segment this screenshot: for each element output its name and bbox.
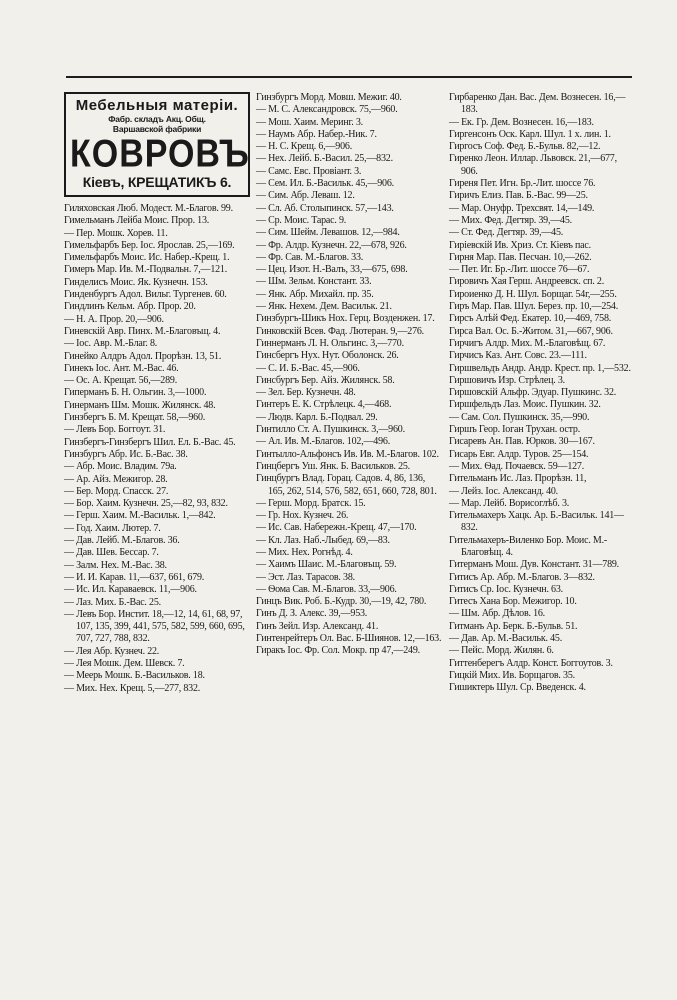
- directory-entry: — Бер. Морд. Спасск. 27.: [64, 485, 169, 497]
- directory-entry: — Шм. Зельм. Констант. 33.: [256, 276, 372, 288]
- directory-entry: — Янк. Абр. Михайл. пр. 35.: [256, 288, 374, 300]
- ad-subline: Фабр. складъ Акц. Общ.: [108, 114, 206, 124]
- directory-entry: — Ал. Ив. М.-Благов. 102,—496.: [256, 436, 390, 448]
- ad-address: Кіевъ, КРЕЩАТИКЪ 6.: [82, 174, 232, 190]
- directory-entry: Гисаревъ Ан. Пав. Юрков. 30—167.: [449, 436, 595, 448]
- column-2: [256, 92, 443, 658]
- directory-entry: Гинъ Д. З. Алекс. 39,—953.: [256, 608, 368, 620]
- directory-entry: — Хаимъ Шаис. М.-Благовъщ. 59.: [256, 559, 397, 571]
- directory-entry: Гитманъ Ар. Берк. Б.-Бульв. 51.: [449, 620, 578, 632]
- directory-entry: Гиттенберегъ Алдр. Конст. Боггоутов. 3.: [449, 657, 613, 669]
- directory-entry: Гиргенсонъ Оск. Карл. Шул. 1 х. лин. 1.: [449, 128, 611, 140]
- directory-entry: — Дав. Ар. М.-Васильк. 45.: [449, 633, 563, 645]
- directory-entry: — Мих. Ѳад. Почаевск. 59—127.: [449, 460, 585, 472]
- directory-entry: — Гр. Нох. Кузнеч. 26.: [256, 510, 349, 522]
- directory-entry: — Залм. Нех. М.-Вас. 38.: [64, 559, 167, 571]
- directory-entry: — Ст. Фед. Дегтяр. 39,—45.: [449, 227, 564, 239]
- directory-entry: Гиннерманъ Л. Н. Ольгинс. 3,—770.: [256, 337, 404, 349]
- directory-entry: — Мош. Хаим. Меринг. 3.: [256, 116, 363, 128]
- directory-entry: — Іос. Авр. М.-Благ. 8.: [64, 338, 158, 350]
- directory-entry: Гиневскій Авр. Пинх. М.-Благовъщ. 4.: [64, 325, 221, 337]
- directory-entry: Гинсбергъ Нух. Нут. Оболонск. 26.: [256, 350, 399, 362]
- directory-entry: — Мих. Нех. Крещ. 5,—277, 832.: [64, 682, 201, 694]
- ad-headline: Мебельныя матеріи.: [75, 97, 239, 114]
- directory-entry: Гительманъ Ис. Лаз. Прорѣзн. 11,: [449, 473, 587, 485]
- directory-entry: Гиръ Мар. Пав. Шул. Берез. пр. 10,—254.: [449, 301, 619, 313]
- column-3: [449, 92, 635, 695]
- column-1: [64, 92, 250, 695]
- directory-entry: Гироиенко Д. Н. Шул. Борщаг. 54г,—255.: [449, 288, 617, 300]
- directory-entry: Гимельфарбъ Моис. Ис. Набер.-Крещ. 1.: [64, 252, 230, 264]
- directory-entry: Гирчисъ Каз. Ант. Совс. 23.—111.: [449, 350, 587, 362]
- directory-entry: Гиргосъ Соф. Фед. Б.-Бульв. 82,—12.: [449, 141, 601, 153]
- directory-entry: Гинделисъ Моис. Як. Кузнечн. 153.: [64, 276, 208, 288]
- directory-entry: — С. И. Б.-Вас. 45,—906.: [256, 362, 360, 374]
- directory-entry: — Фр. Сав. М.-Благов. 33.: [256, 251, 364, 263]
- directory-entry: — Лейз. Іос. Александ. 40.: [449, 485, 558, 497]
- directory-entry: Гитерманъ Мош. Дув. Констант. 31—789.: [449, 559, 619, 571]
- directory-entry: — Абр. Моис. Владим. 79а.: [64, 461, 177, 473]
- directory-entry: — Янк. Нехем. Дем. Васильк. 21.: [256, 301, 392, 313]
- directory-entry: — Пет. Иг. Бр.-Лит. шоссе 76—67.: [449, 264, 590, 276]
- directory-entry: — Ек. Гр. Дем. Вознесен. 16,—183.: [449, 116, 594, 128]
- directory-entry: — Дав. Лейб. М.-Благов. 36.: [64, 535, 180, 547]
- directory-entry: Гинейко Алдръ Адол. Прорѣзн. 13, 51.: [64, 350, 222, 362]
- directory-entry: — Сам. Сол. Пушкинск. 35,—990.: [449, 411, 590, 423]
- directory-entry: — Ѳома Сав. М.-Благов. 33,—906.: [256, 583, 397, 595]
- directory-entry: — Мих. Нех. Рогнѣд. 4.: [256, 546, 353, 558]
- entry-list: [449, 92, 635, 695]
- directory-entry: — Бор. Хаим. Кузнечн. 25,—82, 93, 832.: [64, 498, 228, 510]
- directory-entry: Гинтилло Ст. А. Пушкинск. 3,—960.: [256, 424, 405, 436]
- directory-entry: Гинцъ Вик. Роб. Б.-Кудр. 30,—19, 42, 780.: [256, 596, 427, 608]
- directory-entry: — Пейс. Морд. Жилян. 6.: [449, 645, 554, 657]
- directory-entry: — Лея Мошк. Дем. Шевск. 7.: [64, 657, 185, 669]
- directory-entry: Гиршвельдъ Андр. Андр. Крест. пр. 1,—532.: [449, 362, 631, 374]
- directory-entry: — Левъ Бор. Боггоут. 31.: [64, 424, 166, 436]
- directory-entry: — Ср. Моис. Тарас. 9.: [256, 214, 347, 226]
- directory-entry: Гимеръ Мар. Ив. М.-Подвальн. 7,—121.: [64, 264, 228, 276]
- directory-entry: Гительмахеръ-Виленко Бор. Моис. М.-Благовѣщ. 4.: [449, 534, 608, 558]
- directory-entry: — Сим. Абр. Леваш. 12.: [256, 190, 355, 202]
- directory-entry: — Мих. Фед. Дегтяр. 39,—45.: [449, 214, 572, 226]
- ad-main-word: КОВРОВЪ: [70, 132, 250, 176]
- entry-list: [64, 203, 250, 695]
- directory-entry: — Пер. Мошк. Хорев. 11.: [64, 227, 168, 239]
- directory-entry: Гиндлинъ Кельм. Абр. Прор. 20.: [64, 301, 196, 313]
- directory-entry: — Сим. Шейм. Левашов. 12,—984.: [256, 227, 400, 239]
- directory-entry: — Ар. Айз. Межигор. 28.: [64, 473, 168, 485]
- directory-entry: Гинковскій Всев. Фад. Лютеран. 9,—276.: [256, 325, 424, 337]
- directory-entry: Гимельманъ Лейба Моис. Прор. 13.: [64, 215, 210, 227]
- directory-entry: Гирсъ Алѣй Фед. Екатер. 10,—469, 758.: [449, 313, 612, 325]
- directory-entry: Гиріевскій Ив. Хриз. Ст. Кіевъ пас.: [449, 239, 591, 251]
- directory-entry: Гинтылло-Альфонсъ Ив. Ив. М.-Благов. 102.: [256, 448, 439, 460]
- directory-entry: — Зел. Бер. Кузнечн. 48.: [256, 387, 356, 399]
- directory-entry: Гирчигъ Алдр. Мих. М.-Благовѣщ. 67.: [449, 337, 606, 349]
- directory-entry: — Цец. Изот. Н.-Валъ, 33,—675, 698.: [256, 264, 408, 276]
- directory-entry: — Фр. Алдр. Кузнечн. 22,—678, 926.: [256, 239, 407, 251]
- directory-entry: — Ос. А. Крещат. 56,—289.: [64, 375, 177, 387]
- directory-entry: Гитисъ Ср. Іос. Кузнечн. 63.: [449, 583, 563, 595]
- directory-entry: — Эст. Лаз. Тарасов. 38.: [256, 571, 355, 583]
- directory-entry: — И. И. Карав. 11,—637, 661, 679.: [64, 571, 205, 583]
- directory-entry: Гиперманъ Б. Н. Ольгин. 3,—1000.: [64, 387, 207, 399]
- directory-entry: — Ис. Сав. Набережн.-Крещ. 47,—170.: [256, 522, 417, 534]
- directory-entry: — Герш. Хаим. М.-Васильк. 1,—842.: [64, 510, 216, 522]
- directory-entry: Гировичъ Хая Герш. Андреевск. сп. 2.: [449, 276, 605, 288]
- ad-subline: Варшавской фабрики: [112, 124, 202, 134]
- directory-entry: — Кл. Лаз. Наб.-Лыбед. 69,—83.: [256, 534, 390, 546]
- directory-entry: — Наумъ Абр. Набер.-Ник. 7.: [256, 128, 377, 140]
- directory-entry: Гиршовскій Альфр. Эдуар. Пушкинс. 32.: [449, 387, 617, 399]
- directory-entry: Гисарь Евг. Алдр. Туров. 25—154.: [449, 448, 589, 460]
- directory-entry: Гинсбургъ Бер. Айз. Жилянск. 58.: [256, 374, 395, 386]
- directory-entry: Гиляховская Люб. Модест. М.-Благов. 99.: [64, 203, 233, 214]
- directory-entry: — Мар. Лейб. Ворисоглѣб. 3.: [449, 497, 570, 509]
- carpet-advertisement: [64, 92, 250, 197]
- directory-entry: Гицкій Мих. Ив. Борщагов. 35.: [449, 669, 575, 681]
- directory-entry: Гитисъ Ар. Абр. М.-Благов. 3—832.: [449, 571, 595, 583]
- directory-entry: — Шм. Абр. Дѣлов. 16.: [449, 608, 545, 620]
- directory-entry: — Лаз. Мих. Б.-Вас. 25.: [64, 596, 161, 608]
- directory-entry: — Сл. Аб. Столыпинск. 57,—143.: [256, 202, 394, 214]
- directory-entry: Гирбаренко Дан. Вас. Дем. Вознесен. 16,—183.: [449, 92, 626, 116]
- top-rule: [66, 76, 632, 78]
- directory-entry: — Дав. Шев. Бессар. 7.: [64, 547, 159, 559]
- directory-entry: — Сем. Ил. Б.-Васильк. 45,—906.: [256, 178, 394, 190]
- directory-entry: Гинзбургъ Абр. Ис. Б.-Вас. 38.: [64, 448, 188, 460]
- directory-entry: Гиршовичъ Изр. Стрѣлец. 3.: [449, 374, 565, 386]
- directory-entry: Гишиктерь Шул. Ср. Введенск. 4.: [449, 682, 586, 694]
- directory-entry: Гинъ Зейл. Изр. Александ. 41.: [256, 620, 379, 632]
- directory-entry: — М. С. Александровск. 75,—960.: [256, 104, 398, 116]
- directory-entry: — Лея Абр. Кузнеч. 22.: [64, 645, 160, 657]
- directory-entry: — Н. А. Прор. 20,—906.: [64, 313, 164, 325]
- directory-entry: — Людв. Карл. Б.-Подвал. 29.: [256, 411, 378, 423]
- directory-entry: — Нех. Лейб. Б.-Васил. 25,—832.: [256, 153, 393, 165]
- directory-entry: Гимельфарбъ Бер. Іос. Ярослав. 25,—169.: [64, 239, 235, 251]
- directory-entry: Гиршфельдъ Лаз. Моис. Пушкин. 32.: [449, 399, 601, 411]
- directory-entry: Гинзбергъ-Гинзбергъ Шил. Ел. Б.-Вас. 45.: [64, 436, 236, 448]
- directory-entry: Гинтенрейтеръ Ол. Вас. Б-Шиянов. 12,—163.: [256, 633, 442, 645]
- directory-entry: Гинзбургъ-Шикъ Нох. Герц. Возденжен. 17.: [256, 313, 435, 325]
- directory-entry: Гинтеръ Е. К. Стрѣлецк. 4,—468.: [256, 399, 392, 411]
- directory-entry: Гиренко Леон. Иллар. Львовск. 21,—677, 906.: [449, 153, 617, 177]
- entry-list: [256, 92, 443, 658]
- directory-entry: Гинекъ Іос. Ант. М.-Вас. 46.: [64, 362, 179, 374]
- directory-entry: Гинцбергъ Уш. Янк. Б. Васильков. 25.: [256, 460, 410, 472]
- directory-entry: — Самс. Евс. Провіант. 3.: [256, 165, 362, 177]
- directory-entry: — Мар. Онуфр. Трехсвят. 14,—149.: [449, 202, 595, 214]
- directory-entry: — Герш. Морд. Братск. 15.: [256, 497, 366, 509]
- directory-entry: — Ис. Ил. Караваевск. 11,—906.: [64, 584, 197, 596]
- directory-entry: Гинденбургъ Адол. Вильг. Тургенев. 60.: [64, 289, 227, 301]
- directory-entry: Гиричъ Елиз. Пав. Б.-Вас. 99—25.: [449, 190, 588, 202]
- directory-entry: Гирса Вал. Ос. Б.-Житом. 31,—667, 906.: [449, 325, 613, 337]
- directory-entry: Гинцбургъ Влад. Горац. Садов. 4, 86, 136, 165, 262, 514, 576, 582, 651, 660, 728, 801.: [256, 473, 437, 497]
- directory-entry: Гинзбургъ Морд. Мовш. Межиг. 40.: [256, 92, 402, 103]
- directory-entry: Гиракъ Іос. Фр. Сол. Мокр. пр 47,—249.: [256, 645, 420, 657]
- directory-entry: Гиреня Пет. Игн. Бр.-Лит. шоссе 76.: [449, 178, 596, 190]
- directory-entry: Гитесъ Хана Бор. Межигор. 10.: [449, 596, 577, 608]
- directory-entry: Гинзбергъ Б. М. Крещат. 58,—960.: [64, 412, 206, 424]
- directory-entry: — Меерь Мошк. Б.-Васильков. 18.: [64, 670, 205, 682]
- directory-entry: — Год. Хаим. Лютер. 7.: [64, 522, 161, 534]
- directory-entry: — Левъ Бор. Инстит. 18,—12, 14, 61, 68, 97, 107, 135, 399, 441, 575, 582, 599, 660, 695, 707, 727, 788, 832.: [64, 608, 245, 645]
- directory-entry: Гирня Мар. Пав. Песчан. 10,—262.: [449, 251, 592, 263]
- directory-entry: — Н. С. Крещ. 6,—906.: [256, 141, 353, 153]
- directory-entry: Гиршъ Геор. Іоган Трухан. остр.: [449, 424, 581, 436]
- directory-entry: Гительмахеръ Хацк. Ар. Б.-Васильк. 141—832.: [449, 510, 624, 534]
- directory-entry: Гинерманъ Шм. Мошк. Жилянск. 48.: [64, 399, 216, 411]
